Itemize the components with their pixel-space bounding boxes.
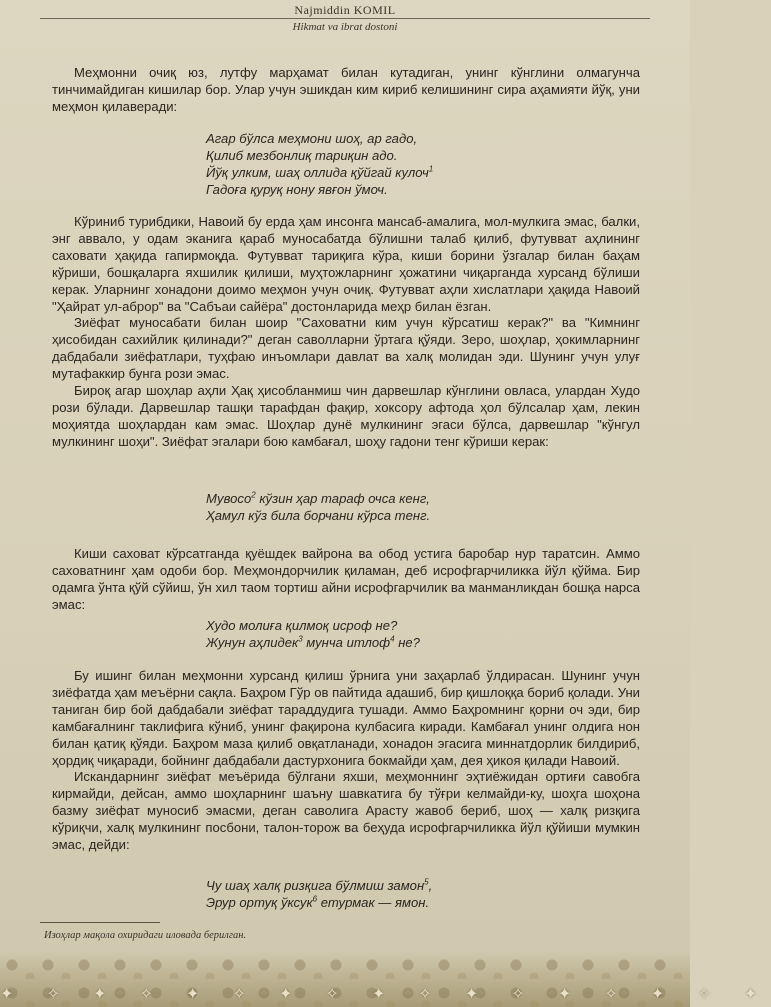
verse-line: Гадоға қуруқ нону явғон ўмоч. [206,181,388,197]
paragraph-text: Кўриниб турибдики, Навоий бу ерда ҳам инсонга мансаб-амалига, мол-мулкига эмас, балки, энг аввало, у одам эканига қараб муносабатда бўлишни талаб қилиб, футувват аҳлининг саховати ҳақида гапирмоқда. Футувват тариқига кўра, киши борини ўзгалар билан баҳам кўриши, бошқаларга яхшилик қилиши, муҳтожларнинг ҳожатини чиқарганда хурсанд бўлиши керак. Уларнинг хонадони доимо меҳмон учун очиқ. Футувват аҳли хислатлари ҳақида Навоий "Ҳайрат ул-аброр" ва "Сабъаи сайёра" достонларида меҳр билан ёзган. [52,214,640,314]
footnote-mark: 1 [428,164,434,174]
footnote-mark: 6 [312,894,318,904]
paragraph-text: Бироқ агар шоҳлар аҳли Ҳақ ҳисобланмиш чин дарвешлар кўнглини овласа, улардан Худо рози бўлади. Дарвешлар ташқи тарафдан фақир, хоксору афтода ҳол бўлсалар ҳам, лекин моҳиятда шоҳлардан кам эмас. Шоҳлар дунё мулкининг эгаси бўлса, дарвешлар "кўнгул мулкининг шоҳи". Зиёфат эгалари бою камбағал, шоҳу гадони тенг кўриши керак: [52,383,640,449]
paragraph-1 [52,65,640,116]
footnote-mark: 3 [298,634,303,644]
verse-line: Чу шаҳ халқ ризқига бўлмиш замон$^5$, [206,877,433,893]
paragraph-text: Киши саховат кўрсатганда қуёшдек вайрона ва обод устига баробар нур таратсин. Аммо саховатнинг ҳам одоби бор. Меҳмондорчилик қиламан, деб исрофгарчиликка йўл қўйма. Бир одамга ўнта қўй сўйиш, ўн хил таом тортиш айни исрофгарчилик ва манманликдан бошқа нарса эмас: [52,546,640,612]
paragraph-group-4 [52,668,640,854]
footnote-text: Изоҳлар мақола охиридаги иловада берилган. [44,930,247,941]
verse-4 [206,878,432,912]
paragraph-3 [52,546,640,614]
paragraph-text: Зиёфат муносабати билан шоир "Саховатни ким учун кўрсатиш керак?" ва "Кимнинг ҳисобидан сахийлик қилинади?" деган саволларни ўртага қўяди. Зеро, шоҳлар, ҳокимларнинг дабдабали зиёфатлари, туҳфаю инъомлари давлат ва халқ молидан эди. Шунинг учун улуғ мутафаккир бунга рози эмас. [52,315,640,382]
verse-line: Мувосо$^2$ кўзин ҳар тараф очса кенг, [206,490,430,506]
verse-line: Йўқ улким, шаҳ оллида қўйгай кулоч$^1$ [206,164,434,180]
paragraph-text: Меҳмонни очиқ юз, лутфу марҳамат билан кутадиган, унинг кўнглини олмагунча тинчимайдиган кишилар бор. Улар учун эшикдан ким кириб келишининг сира аҳамияти йўқ, уни меҳмон қилаверади: [52,65,640,114]
decorative-border [0,951,771,1007]
paragraph-text: Искандарнинг зиёфат меъёрида бўлгани яхши, меҳмоннинг эҳтиёжидан ортиғи савобга кирмайди, дейсан, аммо шоҳларнинг шаъну шавкатига бу тўғри келмайди-ку, шоҳга шоҳона базму зиёфат муносиб эмасми, деган саволига Арасту жавоб бериб, шоҳ — халқ ризқига кўриқчи, халқ мулкининг посбони, талон-торож ва беҳуда исрофгарчиликка йўл қўйиши мумкин эмас, дейди: [52,769,640,853]
header-rule [40,18,650,19]
verse-line: Эрур ортуқ ўксук$^6$ етурмак — ямон. [206,894,430,910]
verse-line: Қилиб мезбонлиқ тариқин адо. [206,147,398,163]
verse-line: Ҳамул кўз била борчани кўрса тенг. [206,507,431,523]
header-author: Najmiddin KOMIL [294,3,396,17]
footnote-mark: 5 [424,877,429,887]
verse-line: Жунун аҳлидек$^3$ мунча итлоф$^4$ не? [206,634,420,650]
footnote-mark: 4 [390,634,395,644]
verse-2 [206,491,430,525]
verse-line: Худо молиға қилмоқ исроф не? [206,618,398,633]
footnote-mark: 2 [251,490,256,500]
paragraph-text: Бу ишинг билан меҳмонни хурсанд қилиш ўрнига уни заҳарлаб ўлдирасан. Шунинг учун зиёфатда ҳам меъёрни сақла. Баҳром Гўр ов пайтида адашиб, бир қишлоққа бориб қолади. Уни таниган бир бой дабдабали зиёфат тараддудига тушади. Аммо Баҳромнинг қорни оч эди, бир камбағалнинг таклифига кўниб, унинг фақирона кулбасига киради. Камбағал унинг олдига нон билан қатиқ қўяди. Баҳром маза қилиб овқатланади, хонадон эгасига миннатдорлик билдириб, ҳордиқ чиқаради, бойнинг дабдабали дастурхонига бокмайди ҳам, дея ҳикоя қилади Навоий. [52,668,640,768]
header-book-title: Hikmat va ibrat dostoni [292,21,398,33]
paragraph-group-2 [52,214,640,451]
star-ornament-icon: ✦ ✧ ✦ ✧ ✦ ✧ ✦ ✧ ✦ ✧ ✦ ✧ ✦ ✧ ✦ ✧ ✦ [0,984,771,1003]
verse-line: Агар бўлса меҳмони шоҳ, ар гадо, [206,131,418,146]
verse-1 [206,131,433,199]
verse-3 [206,618,420,652]
footnote-rule [40,922,160,923]
